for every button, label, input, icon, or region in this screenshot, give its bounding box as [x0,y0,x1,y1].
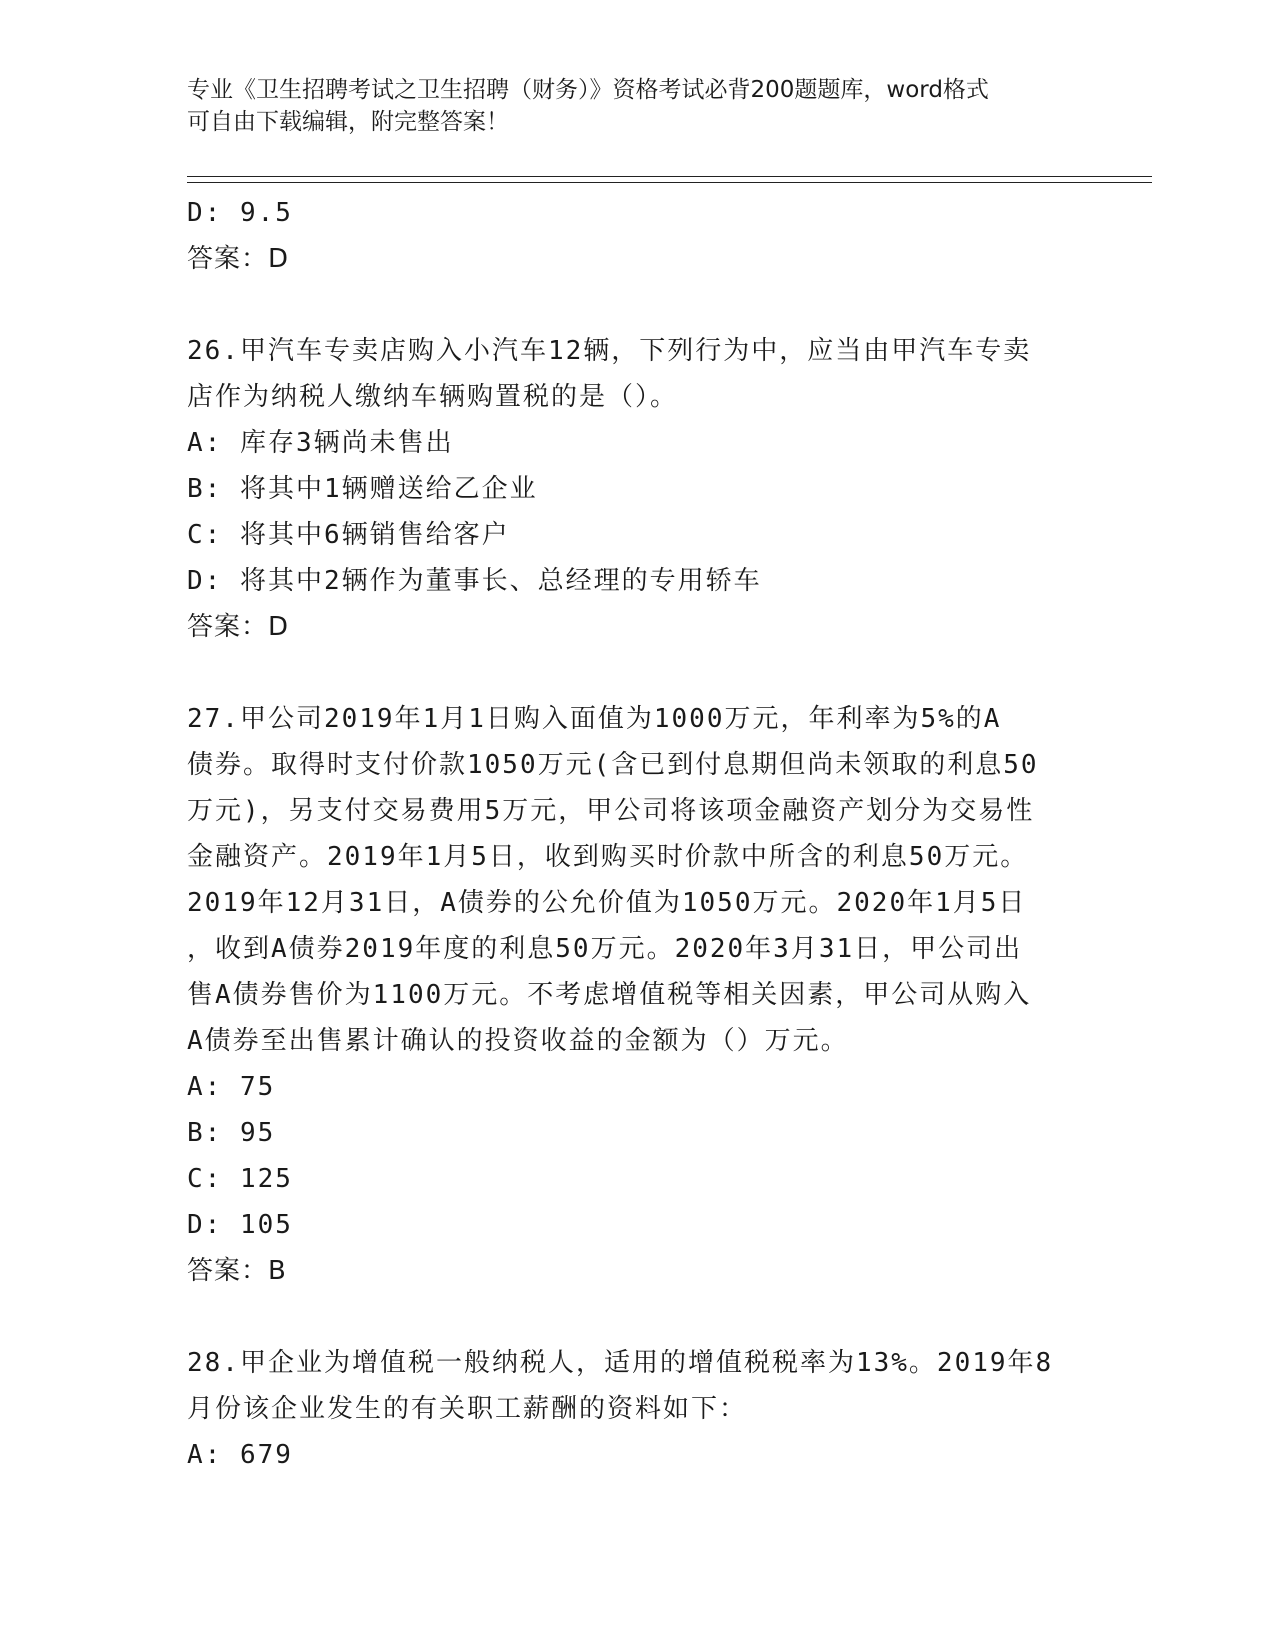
question-27-line-7: 售A债券售价为1100万元。不考虑增值税等相关因素，甲公司从购入 [187,980,1032,1010]
question-26-option-d: D: 将其中2辆作为董事长、总经理的专用轿车 [187,566,762,596]
question-27-option-c: C: 125 [187,1164,293,1194]
question-26-option-b: B: 将其中1辆赠送给乙企业 [187,474,538,504]
question-27-line-2: 债券。取得时支付价款1050万元(含已到付息期但尚未领取的利息50 [187,750,1039,780]
block-spacer [187,650,1097,696]
question-26-line-1: 26.甲汽车专卖店购入小汽车12辆，下列行为中，应当由甲汽车专卖 [187,336,1032,366]
question-27-line-8: A债券至出售累计确认的投资收益的金额为（）万元。 [187,1026,849,1056]
option-line: D: 9.5 [187,198,293,228]
question-27-option-b: B: 95 [187,1118,276,1148]
question-content [187,190,1097,1478]
question-27-answer: 答案：B [187,1256,287,1286]
question-27-option-a: A: 75 [187,1072,276,1102]
header-line-1: 专业《卫生招聘考试之卫生招聘（财务）》资格考试必背200题题库，word格式 [187,77,989,103]
question-28-line-1: 28.甲企业为增值税一般纳税人，适用的增值税税率为13%。2019年8 [187,1348,1054,1378]
answer-line: 答案：D [187,244,290,274]
header-divider-bottom [187,182,1152,183]
question-27-line-1: 27.甲公司2019年1月1日购入面值为1000万元，年利率为5%的A [187,704,1002,734]
question-26-option-a: A: 库存3辆尚未售出 [187,428,454,458]
question-28-option-a: A: 679 [187,1440,293,1470]
question-27-line-6: ，收到A债券2019年度的利息50万元。2020年3月31日，甲公司出 [187,934,1023,964]
block-spacer [187,1294,1097,1340]
question-27-line-3: 万元)，另支付交易费用5万元，甲公司将该项金融资产划分为交易性 [187,796,1035,826]
question-27-line-4: 金融资产。2019年1月5日，收到购买时价款中所含的利息50万元。 [187,842,1029,872]
header-divider-top [187,176,1152,177]
block-spacer [187,282,1097,328]
question-27-option-d: D: 105 [187,1210,293,1240]
question-26-option-c: C: 将其中6辆销售给客户 [187,520,510,550]
header-line-2: 可自由下载编辑，附完整答案！ [187,109,509,135]
page-header [187,74,1087,138]
question-27-line-5: 2019年12月31日，A债券的公允价值为1050万元。2020年1月5日 [187,888,1027,918]
question-26-answer: 答案：D [187,612,290,642]
question-26-line-2: 店作为纳税人缴纳车辆购置税的是（）。 [187,382,679,412]
question-28-line-2: 月份该企业发生的有关职工薪酬的资料如下： [187,1394,748,1424]
